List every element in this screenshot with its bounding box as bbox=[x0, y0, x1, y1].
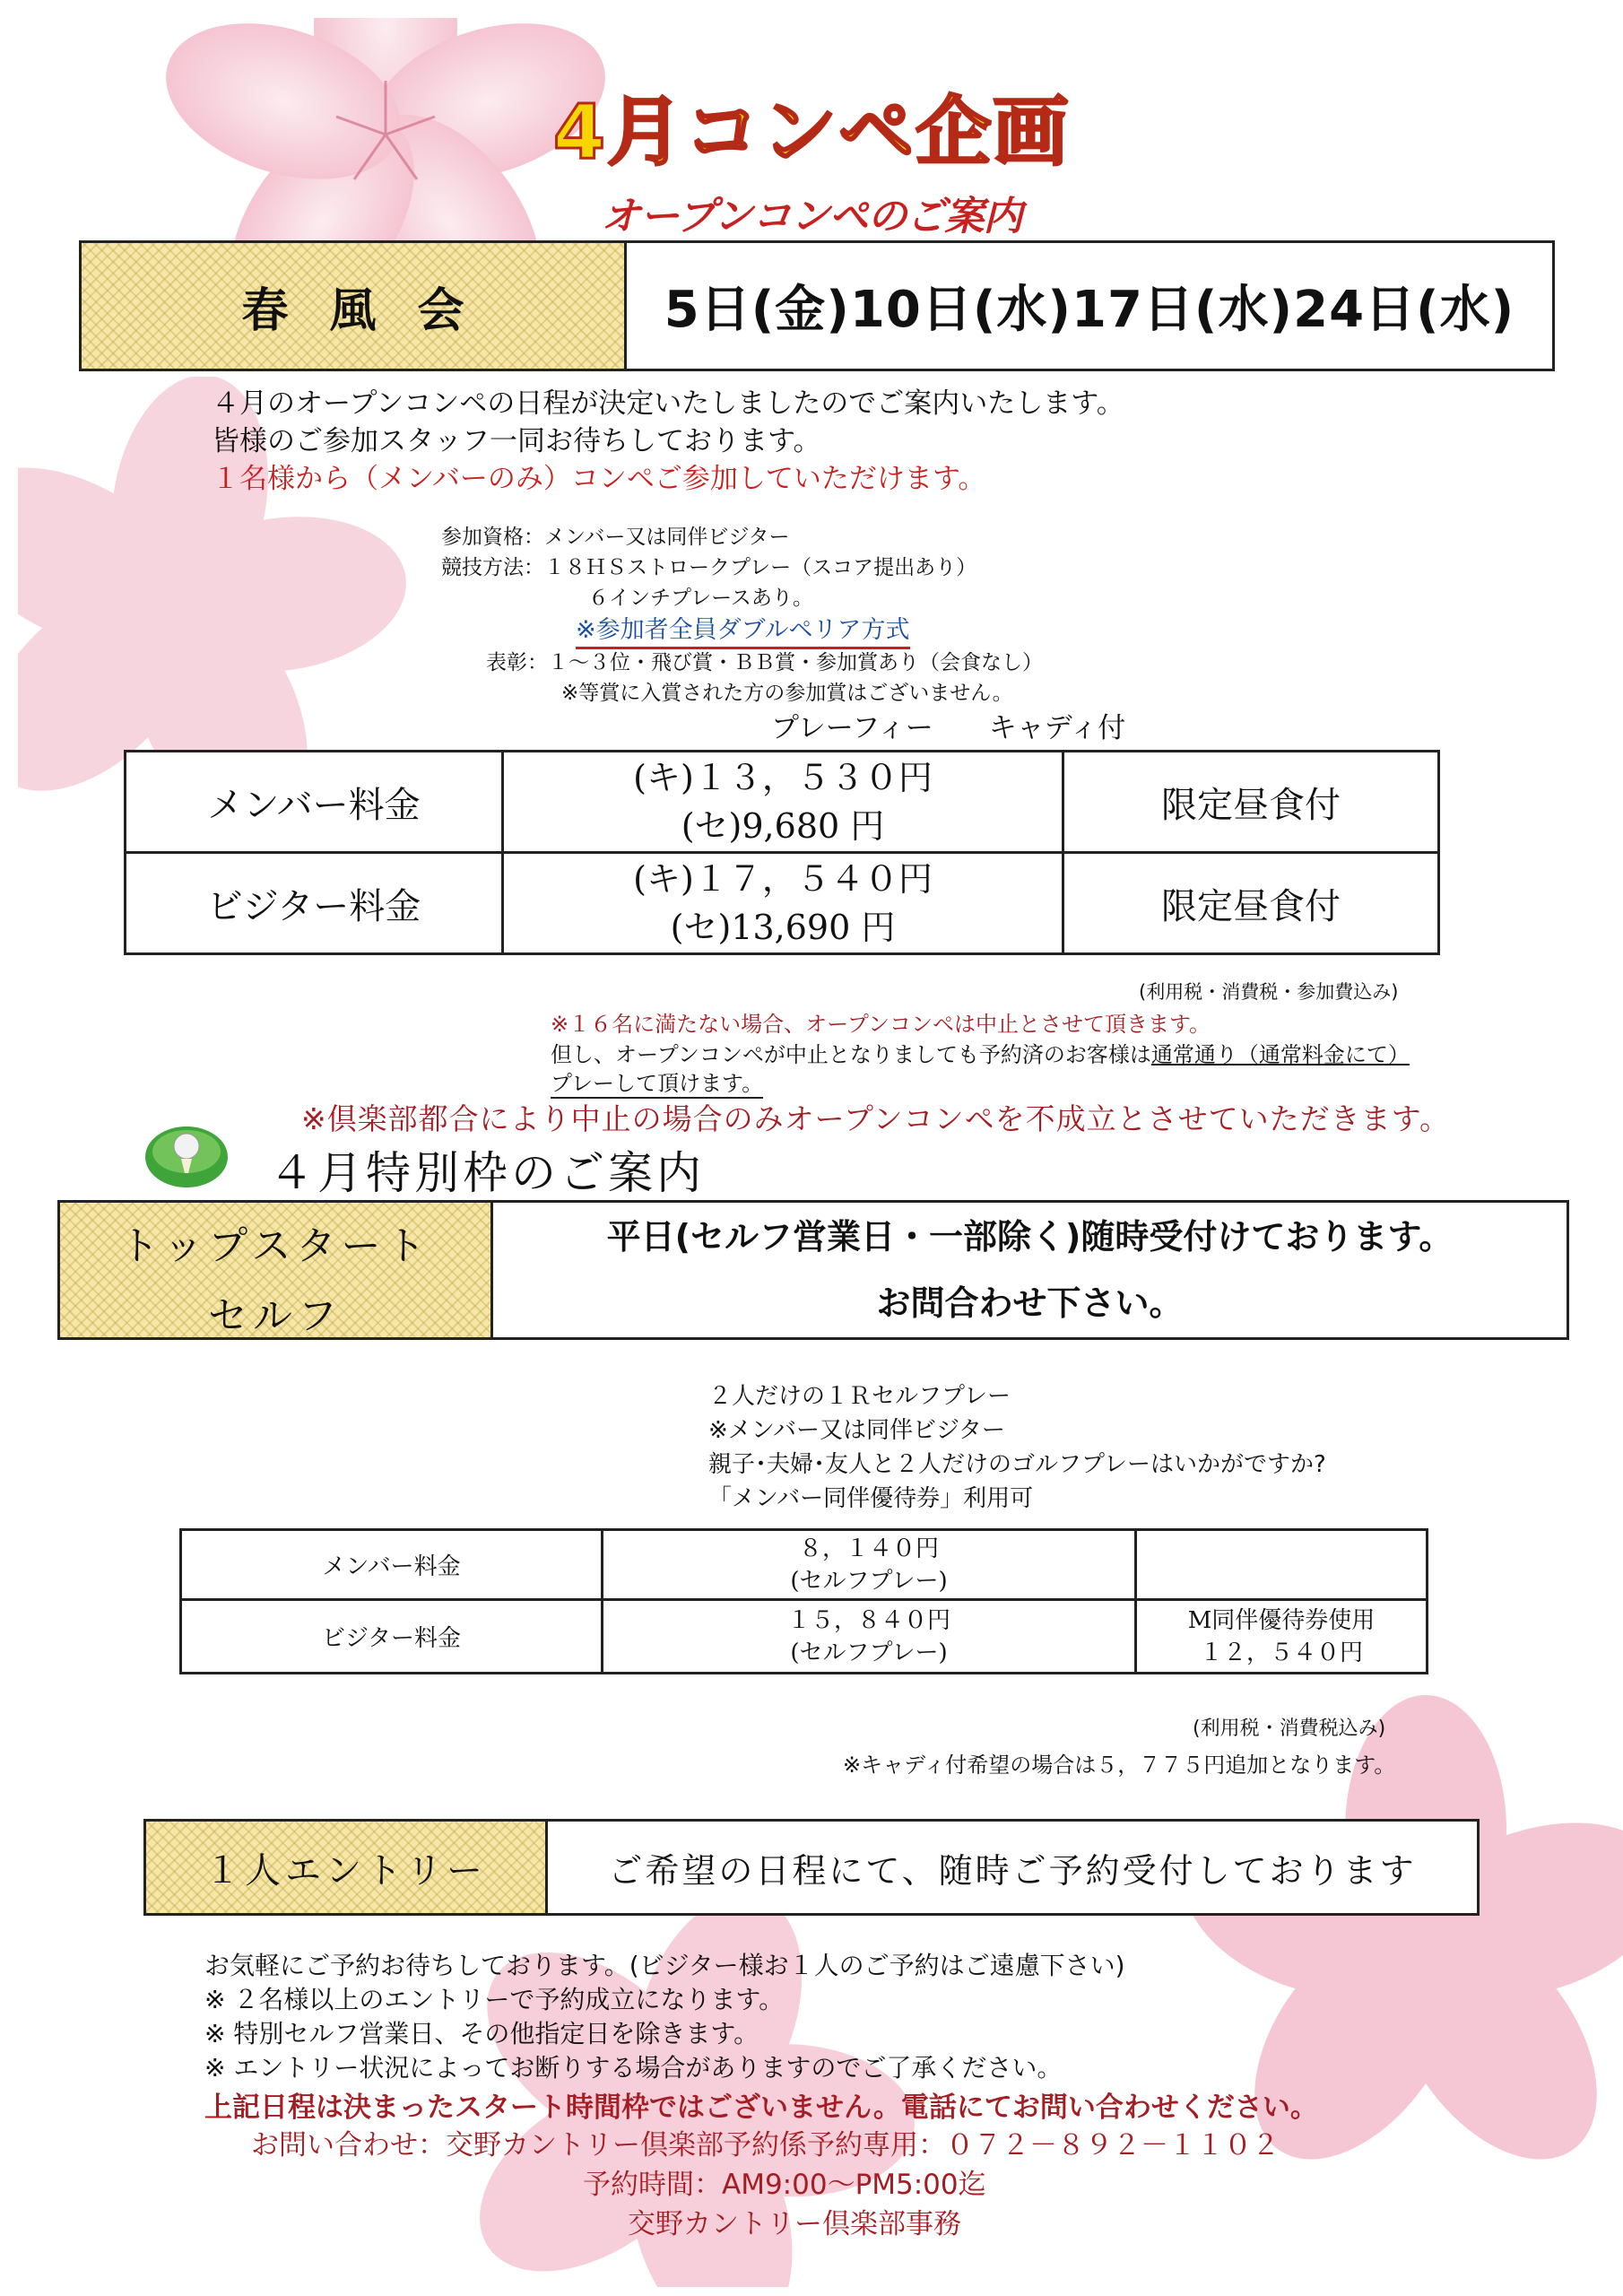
cancel-note-4: ※倶楽部都合により中止の場合のみオープンコンペを不成立とさせていただきます。 bbox=[301, 1101, 1451, 1136]
table-row bbox=[181, 1600, 1428, 1674]
top-start-info-1: 平日(セルフ営業日・一部除く)随時受付けております。 bbox=[606, 1217, 1454, 1257]
fee-price-self: (セ)13,690 円 bbox=[670, 908, 896, 947]
tax-note-2: (利用税・消費税込み) bbox=[1193, 1718, 1386, 1740]
fee-table-2 bbox=[179, 1528, 1428, 1674]
fee-price-amount: ８，１４０円 bbox=[798, 1535, 939, 1562]
table-row bbox=[126, 752, 1439, 853]
competition-name: 春風会 bbox=[241, 283, 506, 338]
top-start-label-2: セルフ bbox=[208, 1293, 343, 1339]
special-desc-3: 親子･夫婦･友人と２人だけのゴルフプレーはいかがですか? bbox=[708, 1451, 1326, 1478]
awards-text: 表彰：１～３位・飛び賞・ＢＢ賞・参加賞あり（会食なし） bbox=[486, 651, 1043, 674]
entry-note-3: ※ 特別セルフ営業日、その他指定日を除きます。 bbox=[204, 2019, 759, 2048]
contact-line-2: 予約時間：AM9:00～PM5:00迄 bbox=[583, 2169, 986, 2201]
golf-ball-icon bbox=[143, 1125, 230, 1189]
special-desc-2: ※メンバー又は同伴ビジター bbox=[708, 1417, 1005, 1444]
competition-dates: 5日(金)10日(水)17日(水)24日(水) bbox=[664, 281, 1515, 339]
table-row bbox=[126, 853, 1439, 954]
top-start-box bbox=[57, 1200, 1569, 1340]
fee-note-1: M同伴優待券使用 bbox=[1187, 1606, 1376, 1634]
fee-label: ビジター料金 bbox=[126, 853, 503, 954]
entry-label: １人エントリー bbox=[146, 1822, 548, 1913]
special-desc-4: 「メンバー同伴優待券」利用可 bbox=[708, 1485, 1034, 1512]
fee-note-2: １２，５４０円 bbox=[1199, 1639, 1363, 1666]
fee-note bbox=[1136, 1530, 1428, 1600]
table-row bbox=[181, 1530, 1428, 1600]
entry-note-4: ※ エントリー状況によってお断りする場合がありますのでご了承ください。 bbox=[204, 2053, 1063, 2083]
page-title: 4月コンペ企画 bbox=[552, 88, 1071, 176]
fee-price-self: (セ)9,680 円 bbox=[681, 806, 885, 846]
special-desc-1: ２人だけの１Ｒセルフプレー bbox=[708, 1383, 1011, 1410]
fee-price bbox=[503, 752, 1063, 853]
fee-label: ビジター料金 bbox=[181, 1600, 603, 1674]
fee-label: メンバー料金 bbox=[181, 1530, 603, 1600]
caddie-note: ※キャディ付希望の場合は５，７７５円追加となります。 bbox=[843, 1752, 1396, 1778]
fee-meal: 限定昼食付 bbox=[1063, 853, 1439, 954]
entry-text: ご希望の日程にて、随時ご予約受付しております bbox=[608, 1850, 1417, 1891]
contact-line-3: 交野カントリー倶楽部事務 bbox=[628, 2208, 961, 2240]
fee-price-caddie: (キ)１３，５３０円 bbox=[633, 758, 933, 797]
entry-note-1: お気軽にご予約お待ちしております。(ビジター様お１人のご予約はご遠慮下さい) bbox=[204, 1951, 1125, 1980]
cancel-note-2a: 但し、オープンコンペが中止となりましても予約済のお客様は bbox=[551, 1042, 1151, 1067]
eligibility-text: 参加資格：メンバー又は同伴ビジター bbox=[441, 526, 790, 549]
cancel-note-2 bbox=[551, 1037, 1410, 1068]
fee-price bbox=[603, 1600, 1136, 1674]
fee-table-1 bbox=[124, 750, 1440, 955]
fee-price bbox=[603, 1530, 1136, 1600]
method-text: 競技方法：１８ＨＳストロークプレー（スコア提出あり） bbox=[441, 556, 977, 579]
method-text-2: ６インチプレースあり。 bbox=[588, 587, 813, 610]
fee-price-type: (セルフプレー) bbox=[790, 1567, 948, 1595]
intro-line-2: 皆様のご参加スタッフ一同お待ちしております。 bbox=[212, 425, 821, 457]
fee-header: プレーフィー キャディ付 bbox=[771, 712, 1126, 744]
cancel-note-3: プレーして頂けます。 bbox=[551, 1065, 763, 1099]
fee-price-amount: １５，８４０円 bbox=[786, 1606, 950, 1634]
entry-note-5: 上記日程は決まったスタート時間枠ではございません。電話にてお問い合わせください。 bbox=[204, 2092, 1318, 2124]
fee-price-caddie: (キ)１７，５４０円 bbox=[633, 859, 933, 899]
top-start-info bbox=[493, 1203, 1567, 1337]
fee-label: メンバー料金 bbox=[126, 752, 503, 853]
fee-note bbox=[1136, 1600, 1428, 1674]
top-start-label-1: トップスタート bbox=[119, 1223, 431, 1269]
awards-note: ※等賞に入賞された方の参加賞はございません。 bbox=[561, 682, 1013, 705]
entry-note-2: ※ ２名様以上のエントリーで予約成立になります。 bbox=[204, 1985, 785, 2014]
intro-line-1: ４月のオープンコンペの日程が決定いたしましたのでご案内いたします。 bbox=[212, 387, 1124, 420]
special-heading: ４月特別枠のご案内 bbox=[269, 1147, 705, 1199]
fee-meal: 限定昼食付 bbox=[1063, 752, 1439, 853]
top-start-label-cell bbox=[60, 1203, 493, 1337]
cancel-note-1: ※１６名に満たない場合、オープンコンペは中止とさせて頂きます。 bbox=[551, 1012, 1211, 1037]
tax-note-1: (利用税・消費税・参加費込み) bbox=[1139, 981, 1399, 1003]
competition-name-cell bbox=[82, 243, 627, 369]
fee-price bbox=[503, 853, 1063, 954]
intro-line-3: １名様から（メンバーのみ）コンペご参加していただけます。 bbox=[212, 463, 986, 495]
cancel-note-2b: 通常通り（通常料金にて） bbox=[1150, 1042, 1410, 1067]
page-subtitle: オープンコンペのご案内 bbox=[601, 194, 1022, 239]
peria-text: ※参加者全員ダブルペリア方式 bbox=[576, 610, 910, 649]
competition-box bbox=[79, 240, 1555, 371]
fee-price-type: (セルフプレー) bbox=[790, 1639, 948, 1666]
top-start-info-2: お問合わせ下さい。 bbox=[876, 1283, 1184, 1323]
entry-box bbox=[143, 1819, 1480, 1916]
contact-line-1: お問い合わせ：交野カントリー倶楽部予約係予約専用：０７２－８９２－１１０２ bbox=[251, 2129, 1280, 2161]
